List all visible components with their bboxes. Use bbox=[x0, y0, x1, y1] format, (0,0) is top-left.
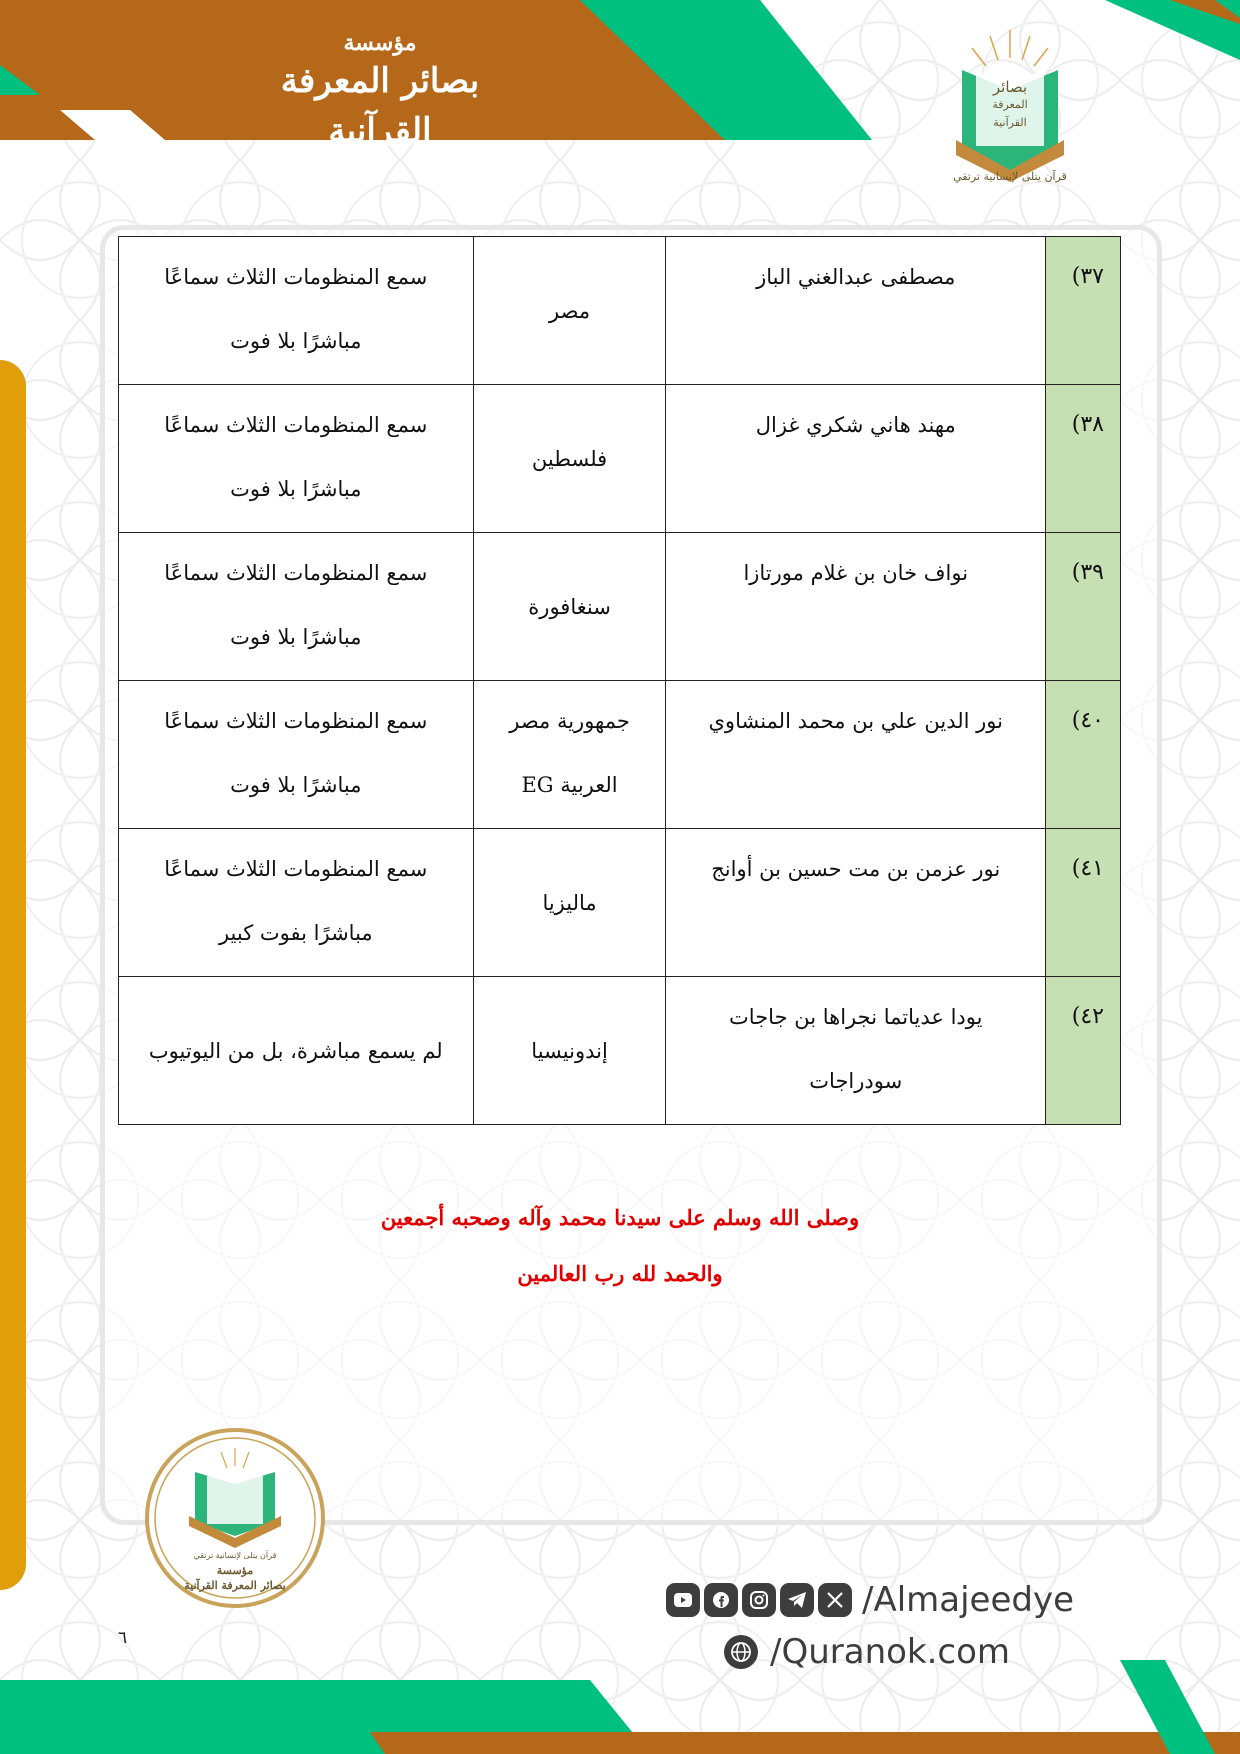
table-row bbox=[119, 237, 1121, 385]
organization-seal bbox=[143, 1426, 327, 1610]
row-number: ٣٨) bbox=[1046, 385, 1121, 533]
participant-country: إندونيسيا bbox=[473, 977, 666, 1125]
logo-text-line-1: بصائر bbox=[992, 78, 1028, 96]
page-number: ٦ bbox=[118, 1628, 128, 1648]
participant-country: جمهورية مصر العربية EG bbox=[473, 681, 666, 829]
table-row bbox=[119, 977, 1121, 1125]
seal-tagline: قرآن يتلى لإنسانية ترتقي bbox=[193, 1551, 277, 1560]
participant-name: نواف خان بن غلام مورتازا bbox=[666, 533, 1046, 681]
participant-country: مصر bbox=[473, 237, 666, 385]
participant-country: ماليزيا bbox=[473, 829, 666, 977]
row-number: ٤٠) bbox=[1046, 681, 1121, 829]
row-number: ٣٩) bbox=[1046, 533, 1121, 681]
organization-name: بصائر المعرفة القرآنية bbox=[280, 61, 480, 151]
participant-country: فلسطين bbox=[473, 385, 666, 533]
participant-status: سمع المنظومات الثلاث سماعًا مباشرًا بلا فوت bbox=[119, 681, 474, 829]
logo-text-line-2: المعرفة bbox=[992, 98, 1028, 111]
participant-country: سنغافورة bbox=[473, 533, 666, 681]
table-row bbox=[119, 681, 1121, 829]
logo-text-line-3: القرآنية bbox=[993, 116, 1027, 129]
participant-name: مصطفى عبدالغني الباز bbox=[666, 237, 1046, 385]
social-handle[interactable]: /Almajeedye bbox=[862, 1580, 1075, 1620]
participant-name: مهند هاني شكري غزال bbox=[666, 385, 1046, 533]
organization-label: مؤسسة bbox=[343, 30, 417, 56]
closing-line-1: وصلى الله وسلم على سيدنا محمد وآله وصحبه أجمعين bbox=[380, 1205, 860, 1230]
organization-title bbox=[240, 30, 520, 151]
participants-table bbox=[118, 236, 1121, 1125]
social-links bbox=[666, 1578, 1074, 1622]
website-url[interactable]: /Quranok.com bbox=[770, 1632, 1011, 1672]
participant-status: سمع المنظومات الثلاث سماعًا مباشرًا بلا فوت bbox=[119, 237, 474, 385]
closing-line-2: والحمد لله رب العالمين bbox=[517, 1261, 723, 1286]
seal-org-label: مؤسسة bbox=[216, 1564, 254, 1577]
participant-name: نور الدين علي بن محمد المنشاوي bbox=[666, 681, 1046, 829]
row-number: ٣٧) bbox=[1046, 237, 1121, 385]
footer-banner bbox=[0, 1660, 1240, 1754]
left-accent-bar bbox=[0, 360, 26, 1590]
table-row bbox=[119, 829, 1121, 977]
closing-prayer bbox=[250, 1190, 990, 1302]
row-number: ٤٢) bbox=[1046, 977, 1121, 1125]
x-icon[interactable] bbox=[818, 1583, 852, 1617]
instagram-icon[interactable] bbox=[742, 1583, 776, 1617]
participant-status: سمع المنظومات الثلاث سماعًا مباشرًا بفوت كبير bbox=[119, 829, 474, 977]
participant-name: نور عزمن بن مت حسين بن أوانج bbox=[666, 829, 1046, 977]
logo-tagline: قرآن يتلى لإنسانية ترتقي bbox=[953, 170, 1067, 183]
organization-logo bbox=[950, 30, 1070, 190]
participant-status: سمع المنظومات الثلاث سماعًا مباشرًا بلا فوت bbox=[119, 533, 474, 681]
table-row bbox=[119, 385, 1121, 533]
row-number: ٤١) bbox=[1046, 829, 1121, 977]
participant-status: لم يسمع مباشرة، بل من اليوتيوب bbox=[119, 977, 474, 1125]
facebook-icon[interactable] bbox=[704, 1583, 738, 1617]
participant-name: يودا عدياتما نجراها بن جاجات سودراجات bbox=[666, 977, 1046, 1125]
table-row bbox=[119, 533, 1121, 681]
youtube-icon[interactable] bbox=[666, 1583, 700, 1617]
participant-status: سمع المنظومات الثلاث سماعًا مباشرًا بلا فوت bbox=[119, 385, 474, 533]
telegram-icon[interactable] bbox=[780, 1583, 814, 1617]
seal-org-name: بصائر المعرفة القرآنية bbox=[184, 1579, 286, 1592]
